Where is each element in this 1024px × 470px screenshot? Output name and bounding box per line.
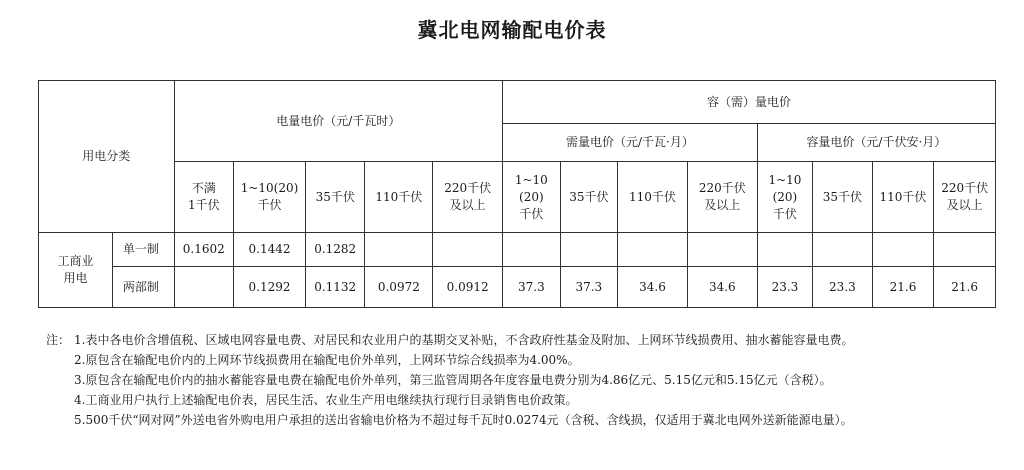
energy-level-header: 110千伏 <box>365 162 433 233</box>
table-cell: 23.3 <box>757 267 812 308</box>
energy-level-header: 35千伏 <box>305 162 365 233</box>
energy-level-header: 1~10(20) 千伏 <box>234 162 306 233</box>
group-label: 工商业 用电 <box>39 233 113 308</box>
note-text: 5.500千伏“网对网”外送电省外购电用户承担的送出省输电价格为不超过每千瓦时0.0274元（含税、含线损，仅适用于冀北电网外送新能源电量）。 <box>74 413 853 427</box>
page-title: 冀北电网输配电价表 <box>417 18 607 42</box>
table-cell: 0.0912 <box>433 267 503 308</box>
tariff-table <box>38 80 996 308</box>
table-cell <box>934 233 996 267</box>
note-text: 3.原包含在输配电价内的抽水蓄能容量电费在输配电价外单列，第三监管周期各年度容量电费分别为4.86亿元、5.15亿元和5.15亿元（含税）。 <box>74 373 832 387</box>
table-cell: 37.3 <box>503 267 560 308</box>
table-cell <box>365 233 433 267</box>
capacity-level-header: 1~10 (20) 千伏 <box>757 162 812 233</box>
table-cell <box>433 233 503 267</box>
capacity-level-header: 220千伏 及以上 <box>934 162 996 233</box>
table-cell: 34.6 <box>618 267 688 308</box>
demand-level-header: 110千伏 <box>618 162 688 233</box>
table-cell <box>174 267 234 308</box>
table-cell <box>687 233 757 267</box>
table-row <box>39 267 996 308</box>
note-text: 1.表中各电价含增值税、区域电网容量电费、对居民和农业用户的基期交叉补贴，不含政府性基金及附加、上网环节线损费用、抽水蓄能容量电费。 <box>74 333 854 347</box>
demand-level-header: 220千伏 及以上 <box>687 162 757 233</box>
note-item <box>46 350 1006 370</box>
notes <box>46 330 1006 430</box>
table-cell: 0.1442 <box>234 233 306 267</box>
demand-level-header: 35千伏 <box>560 162 617 233</box>
demand-level-header: 1~10 (20) 千伏 <box>503 162 560 233</box>
row-label: 单一制 <box>112 233 174 267</box>
energy-level-header: 220千伏 及以上 <box>433 162 503 233</box>
demand-price-header: 需量电价（元/千瓦·月） <box>503 124 758 162</box>
capacity-price-header: 容（需）量电价 <box>503 81 996 124</box>
energy-level-header: 不满 1千伏 <box>174 162 234 233</box>
table-cell <box>503 233 560 267</box>
note-text: 2.原包含在输配电价内的上网环节线损费用在输配电价外单列，上网环节综合线损率为4.00%。 <box>74 353 580 367</box>
table-cell <box>813 233 873 267</box>
table-cell: 0.0972 <box>365 267 433 308</box>
table-cell: 0.1282 <box>305 233 365 267</box>
note-item <box>46 410 1006 430</box>
capacity-level-header: 110千伏 <box>872 162 934 233</box>
table-cell: 23.3 <box>813 267 873 308</box>
row-label: 两部制 <box>112 267 174 308</box>
table-cell: 34.6 <box>687 267 757 308</box>
note-item <box>46 370 1006 390</box>
table-cell <box>560 233 617 267</box>
energy-price-header: 电量电价（元/千瓦时） <box>174 81 503 162</box>
table-cell: 0.1132 <box>305 267 365 308</box>
table-row <box>39 233 996 267</box>
note-item <box>46 390 1006 410</box>
notes-prefix: 注： <box>46 333 71 347</box>
category-header: 用电分类 <box>39 81 175 233</box>
note-text: 4.工商业用户执行上述输配电价表，居民生活、农业生产用电继续执行现行目录销售电价政策。 <box>74 393 578 407</box>
note-item <box>46 330 1006 350</box>
table-cell <box>618 233 688 267</box>
table-cell <box>757 233 812 267</box>
table-cell: 0.1602 <box>174 233 234 267</box>
capacity-sub-header: 容量电价（元/千伏安·月） <box>757 124 995 162</box>
table-cell: 37.3 <box>560 267 617 308</box>
table-cell: 21.6 <box>934 267 996 308</box>
table-cell: 21.6 <box>872 267 934 308</box>
table-cell <box>872 233 934 267</box>
capacity-level-header: 35千伏 <box>813 162 873 233</box>
table-cell: 0.1292 <box>234 267 306 308</box>
